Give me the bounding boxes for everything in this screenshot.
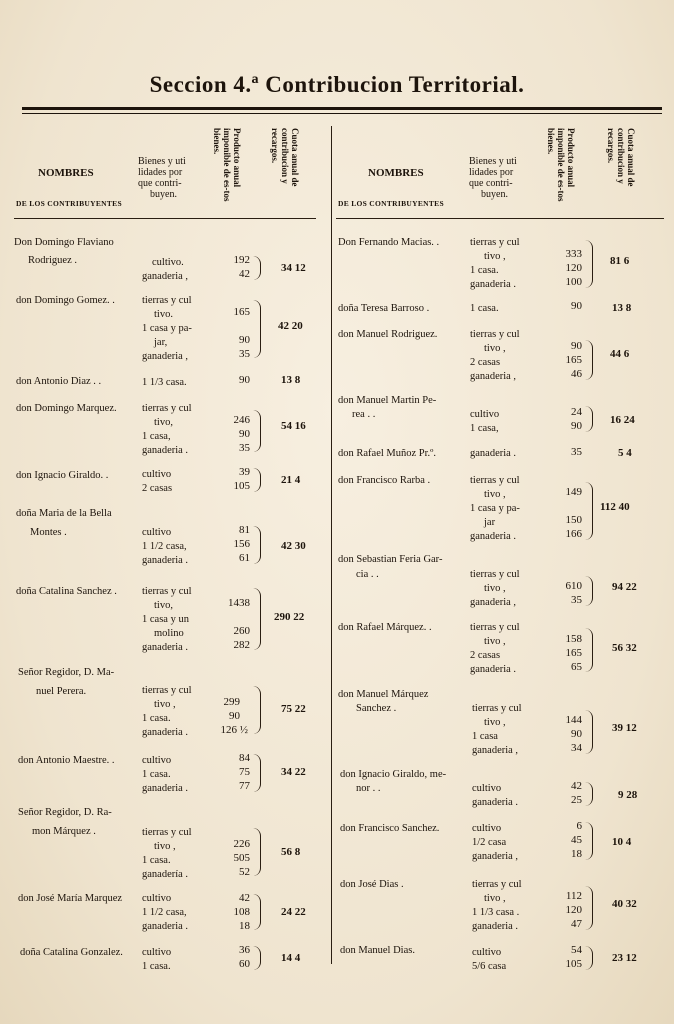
left-bienes: 1 1/2 casa, (142, 541, 187, 552)
right-cuota: 10 4 (612, 836, 632, 848)
brace (252, 526, 261, 564)
brace (252, 588, 261, 650)
right-bienes: tierras y cul (470, 475, 520, 486)
right-bienes: jar (484, 517, 496, 528)
right-bienes: 5/6 casa (472, 961, 507, 972)
left-producto: 246 (233, 414, 250, 426)
right-name: doña Teresa Barroso . (338, 303, 430, 314)
left-bienes: tivo , (154, 841, 176, 852)
right-name: don Francisco Rarba . (338, 475, 431, 486)
left-bienes: ganaderia , (142, 271, 189, 282)
right-cuota: 112 40 (600, 501, 630, 513)
title-rule-thin (22, 113, 662, 114)
right-name: don José Dias . (340, 879, 404, 890)
right-name: don Manuel Martin Pe- (338, 395, 437, 406)
right-name: rea . . (352, 409, 376, 420)
left-bienes: 1 casa, (142, 431, 171, 442)
right-producto: 47 (571, 918, 582, 930)
left-name: doña Catalina Sanchez . (16, 586, 117, 597)
left-producto: 60 (239, 958, 250, 970)
left-producto: 18 (239, 920, 250, 932)
right-name: don Manuel Rodriguez. (338, 329, 438, 340)
left-producto: 156 (233, 538, 250, 550)
left-bienes: ganaderia . (142, 555, 189, 566)
left-bienes: 1 casa. (142, 855, 171, 866)
left-producto: 42 (239, 268, 250, 280)
title-rule (22, 107, 662, 110)
left-bienes: ganaderia . (142, 445, 189, 456)
header-de-los-right: DE LOS CONTRIBUYENTES (338, 199, 444, 208)
left-bienes: ganaderia , (142, 351, 189, 362)
right-bienes: cultivo (472, 783, 502, 794)
left-name: doña Maria de la Bella (16, 508, 112, 519)
right-cuota: 39 12 (612, 722, 637, 734)
right-cuota: 81 6 (610, 255, 630, 267)
left-bienes: cultivo (142, 893, 172, 904)
left-name: Rodriguez . (28, 255, 77, 266)
left-bienes: 1 casa. (142, 961, 171, 972)
header-rule-right (336, 218, 664, 219)
left-producto: 52 (239, 866, 250, 878)
page-title: Seccion 4.ª Contribucion Territorial. (149, 72, 525, 97)
left-name: don José María Marquez (18, 893, 123, 904)
right-producto: 150 (565, 514, 582, 526)
left-name: don Domingo Marquez. (16, 403, 117, 414)
left-cuota: 290 22 (274, 611, 305, 623)
right-bienes: tierras y cul (472, 703, 522, 714)
left-producto: 126 ½ (220, 724, 248, 736)
right-name: don Rafael Muñoz Pr.º. (338, 448, 437, 459)
brace (584, 340, 593, 380)
right-bienes: tivo , (484, 343, 506, 354)
brace (584, 482, 593, 540)
left-producto: 90 (239, 428, 250, 440)
left-bienes: tierras y cul (142, 295, 192, 306)
right-bienes: 2 casas (470, 650, 501, 661)
left-bienes: ganaderia . (142, 783, 189, 794)
left-name: doña Catalina Gonzalez. (20, 947, 123, 958)
right-bienes: tivo , (484, 251, 506, 262)
right-producto: 100 (565, 276, 582, 288)
brace (584, 576, 593, 606)
right-producto: 90 (571, 340, 582, 352)
header-producto-left: Producto anual imponible de es-tos bienes. (212, 128, 242, 202)
right-name: cia . . (356, 569, 379, 580)
right-bienes: 1 1/3 casa . (472, 907, 520, 918)
brace (252, 946, 261, 970)
left-bienes: ganadería . (142, 869, 189, 880)
right-bienes: ganaderia . (470, 531, 517, 542)
right-name: nor . . (356, 783, 381, 794)
left-cuota: 42 20 (278, 320, 303, 332)
right-cuota: 40 32 (612, 898, 637, 910)
right-cuota: 9 28 (618, 789, 638, 801)
header-cuota-right: Cuota anual de contribucion y recargos. (606, 128, 636, 187)
left-producto: 35 (239, 348, 250, 360)
right-bienes: ganaderia , (472, 851, 519, 862)
left-bienes: 2 casas (142, 483, 173, 494)
left-bienes: tivo. (154, 309, 173, 320)
right-bienes: tivo , (484, 717, 506, 728)
right-bienes: 1/2 casa (472, 837, 507, 848)
left-bienes: tierras y cul (142, 685, 192, 696)
left-bienes: jar, (154, 337, 168, 348)
left-bienes: ganaderia . (142, 642, 189, 653)
brace (584, 886, 593, 930)
right-bienes: ganaderia . (470, 279, 517, 290)
left-producto: 35 (239, 442, 250, 454)
right-producto: 165 (565, 647, 582, 659)
left-cuota: 42 30 (281, 540, 306, 552)
left-name: Montes . (30, 527, 67, 538)
left-name: don Antonio Diaz . . (16, 376, 102, 387)
right-bienes: ganaderia , (470, 597, 517, 608)
right-producto: 24 (571, 406, 582, 418)
right-producto: 25 (571, 794, 582, 806)
right-producto: 120 (565, 262, 582, 274)
header-nombres-right: NOMBRES (368, 167, 424, 179)
header-bienes-left: Bienes y uti lidades por que contri- buyen. (138, 156, 186, 200)
left-producto: 90 (239, 334, 250, 346)
right-producto: 90 (571, 300, 582, 312)
brace (584, 782, 593, 806)
right-cuota: 16 24 (610, 414, 635, 426)
right-bienes: tierras y cul (470, 569, 520, 580)
right-bienes: tivo , (484, 583, 506, 594)
right-producto: 90 (571, 420, 582, 432)
right-bienes: tivo , (484, 489, 506, 500)
right-producto: 144 (565, 714, 582, 726)
right-producto: 65 (571, 661, 582, 673)
left-name: nuel Perera. (36, 686, 87, 697)
left-producto: 36 (239, 944, 250, 956)
right-cuota: 23 12 (612, 952, 637, 964)
right-producto: 34 (571, 742, 582, 754)
right-bienes: 1 casa y pa- (470, 503, 520, 514)
left-cuota: 14 4 (281, 952, 301, 964)
header-rule-left (14, 218, 316, 219)
left-bienes: tierras y cul (142, 403, 192, 414)
right-bienes: tivo , (484, 636, 506, 647)
left-bienes: cultivo. (152, 257, 184, 268)
left-bienes: tierras y cul (142, 827, 192, 838)
header-producto-right: Producto anual imponible de es-tos bienes. (546, 128, 576, 202)
left-name: don Domingo Gomez. . (16, 295, 115, 306)
right-cuota: 5 4 (618, 447, 632, 459)
left-producto: 61 (239, 552, 250, 564)
right-producto: 120 (565, 904, 582, 916)
left-producto: 108 (233, 906, 250, 918)
header-cuota-left: Cuota anual de contribucion y recargos. (270, 128, 300, 187)
right-producto: 112 (565, 890, 582, 902)
left-name: don Antonio Maestre. . (18, 755, 115, 766)
left-bienes: tierras y cul (142, 586, 192, 597)
brace (252, 894, 261, 930)
right-producto: 35 (571, 594, 582, 606)
right-bienes: 2 casas (470, 357, 501, 368)
right-bienes: ganaderia . (470, 664, 517, 675)
right-name: Sanchez . (356, 703, 397, 714)
left-producto: 77 (239, 780, 250, 792)
left-producto: 81 (239, 524, 250, 536)
brace (252, 300, 261, 358)
brace (584, 710, 593, 754)
right-name: don Sebastian Feria Gar- (338, 554, 443, 565)
right-bienes: tierras y cul (470, 237, 520, 248)
left-bienes: 1 casa y pa- (142, 323, 192, 334)
right-bienes: ganaderia , (470, 371, 517, 382)
left-bienes: 1 1/2 casa, (142, 907, 187, 918)
header-nombres-left: NOMBRES (38, 167, 94, 179)
left-cuota: 75 22 (281, 703, 306, 715)
right-producto: 6 (576, 820, 582, 832)
left-producto: 1438 (228, 597, 250, 609)
left-bienes: cultivo (142, 527, 172, 538)
brace (584, 406, 593, 432)
right-name: don Manuel Dias. (340, 945, 415, 956)
left-producto: 299 (223, 696, 240, 708)
left-bienes: cultivo (142, 947, 172, 958)
left-bienes: cultivo (142, 469, 172, 480)
left-name: Señor Regidor, D. Ra- (18, 807, 112, 818)
right-producto: 333 (565, 248, 582, 260)
right-producto: 158 (565, 633, 582, 645)
left-producto: 105 (233, 480, 250, 492)
right-producto: 149 (565, 486, 582, 498)
left-producto: 90 (229, 710, 240, 722)
brace (252, 468, 261, 492)
left-bienes: ganaderia . (142, 727, 189, 738)
right-name: don Ignacio Giraldo, me- (340, 769, 447, 780)
right-bienes: ganaderia . (472, 797, 519, 808)
brace (252, 686, 261, 734)
right-producto: 45 (571, 834, 582, 846)
right-bienes: tierras y cul (470, 622, 520, 633)
right-bienes: cultivo (472, 947, 502, 958)
left-bienes: tivo , (154, 699, 176, 710)
left-cuota: 34 22 (281, 766, 306, 778)
left-name: mon Márquez . (32, 826, 96, 837)
brace (252, 754, 261, 792)
left-producto: 42 (239, 892, 250, 904)
right-bienes: ganaderia . (472, 921, 519, 932)
left-bienes: molino (154, 628, 184, 639)
left-name: don Ignacio Giraldo. . (16, 470, 109, 481)
right-cuota: 94 22 (612, 581, 637, 593)
left-bienes: 1 1/3 casa. (142, 377, 187, 388)
right-name: don Francisco Sanchez. (340, 823, 440, 834)
right-cuota: 44 6 (610, 348, 630, 360)
right-producto: 166 (565, 528, 582, 540)
left-cuota: 34 12 (281, 262, 306, 274)
left-bienes: tivo, (154, 600, 173, 611)
brace (584, 628, 593, 672)
brace (252, 256, 261, 280)
right-bienes: 1 casa. (470, 265, 499, 276)
left-producto: 192 (233, 254, 250, 266)
left-bienes: 1 casa. (142, 713, 171, 724)
right-producto: 18 (571, 848, 582, 860)
right-name: Don Fernando Macias. . (338, 237, 440, 248)
left-cuota: 24 22 (281, 906, 306, 918)
column-divider (331, 126, 332, 964)
right-cuota: 13 8 (612, 302, 632, 314)
header-bienes-right: Bienes y uti lidades por que contri- buyen. (469, 156, 517, 200)
right-bienes: 1 casa. (470, 303, 499, 314)
left-producto: 260 (233, 625, 250, 637)
right-producto: 54 (571, 944, 582, 956)
left-producto: 226 (233, 838, 250, 850)
right-producto: 35 (571, 446, 582, 458)
right-producto: 90 (571, 728, 582, 740)
right-bienes: tierras y cul (472, 879, 522, 890)
brace (584, 240, 593, 288)
brace (584, 822, 593, 860)
right-bienes: ganaderia , (472, 745, 519, 756)
left-producto: 165 (233, 306, 250, 318)
left-cuota: 54 16 (281, 420, 306, 432)
right-producto: 610 (565, 580, 582, 592)
left-bienes: ganaderia . (142, 921, 189, 932)
left-bienes: tivo, (154, 417, 173, 428)
left-name: Don Domingo Flaviano (14, 237, 114, 248)
right-producto: 165 (565, 354, 582, 366)
right-cuota: 56 32 (612, 642, 637, 654)
right-name: don Manuel Márquez (338, 689, 429, 700)
left-producto: 39 (239, 466, 250, 478)
left-producto: 505 (233, 852, 250, 864)
right-bienes: 1 casa (472, 731, 498, 742)
right-name: don Rafael Márquez. . (338, 622, 432, 633)
left-producto: 75 (239, 766, 250, 778)
right-bienes: ganaderia . (470, 448, 517, 459)
left-name: Señor Regidor, D. Ma- (18, 667, 115, 678)
right-bienes: tivo , (484, 893, 506, 904)
right-producto: 42 (571, 780, 582, 792)
left-bienes: 1 casa y un (142, 614, 189, 625)
right-bienes: cultivo (470, 409, 500, 420)
left-cuota: 21 4 (281, 474, 301, 486)
right-producto: 105 (565, 958, 582, 970)
right-producto: 46 (571, 368, 582, 380)
brace (252, 828, 261, 876)
left-producto: 90 (239, 374, 250, 386)
left-cuota: 13 8 (281, 374, 301, 386)
left-bienes: cultivo (142, 755, 172, 766)
left-cuota: 56 8 (281, 846, 301, 858)
right-bienes: cultivo (472, 823, 502, 834)
header-de-los-left: DE LOS CONTRIBUYENTES (16, 199, 122, 208)
brace (252, 410, 261, 452)
left-bienes: 1 casa. (142, 769, 171, 780)
right-bienes: 1 casa, (470, 423, 499, 434)
left-producto: 282 (233, 639, 250, 651)
left-producto: 84 (239, 752, 250, 764)
brace (584, 946, 593, 970)
right-bienes: tierras y cul (470, 329, 520, 340)
